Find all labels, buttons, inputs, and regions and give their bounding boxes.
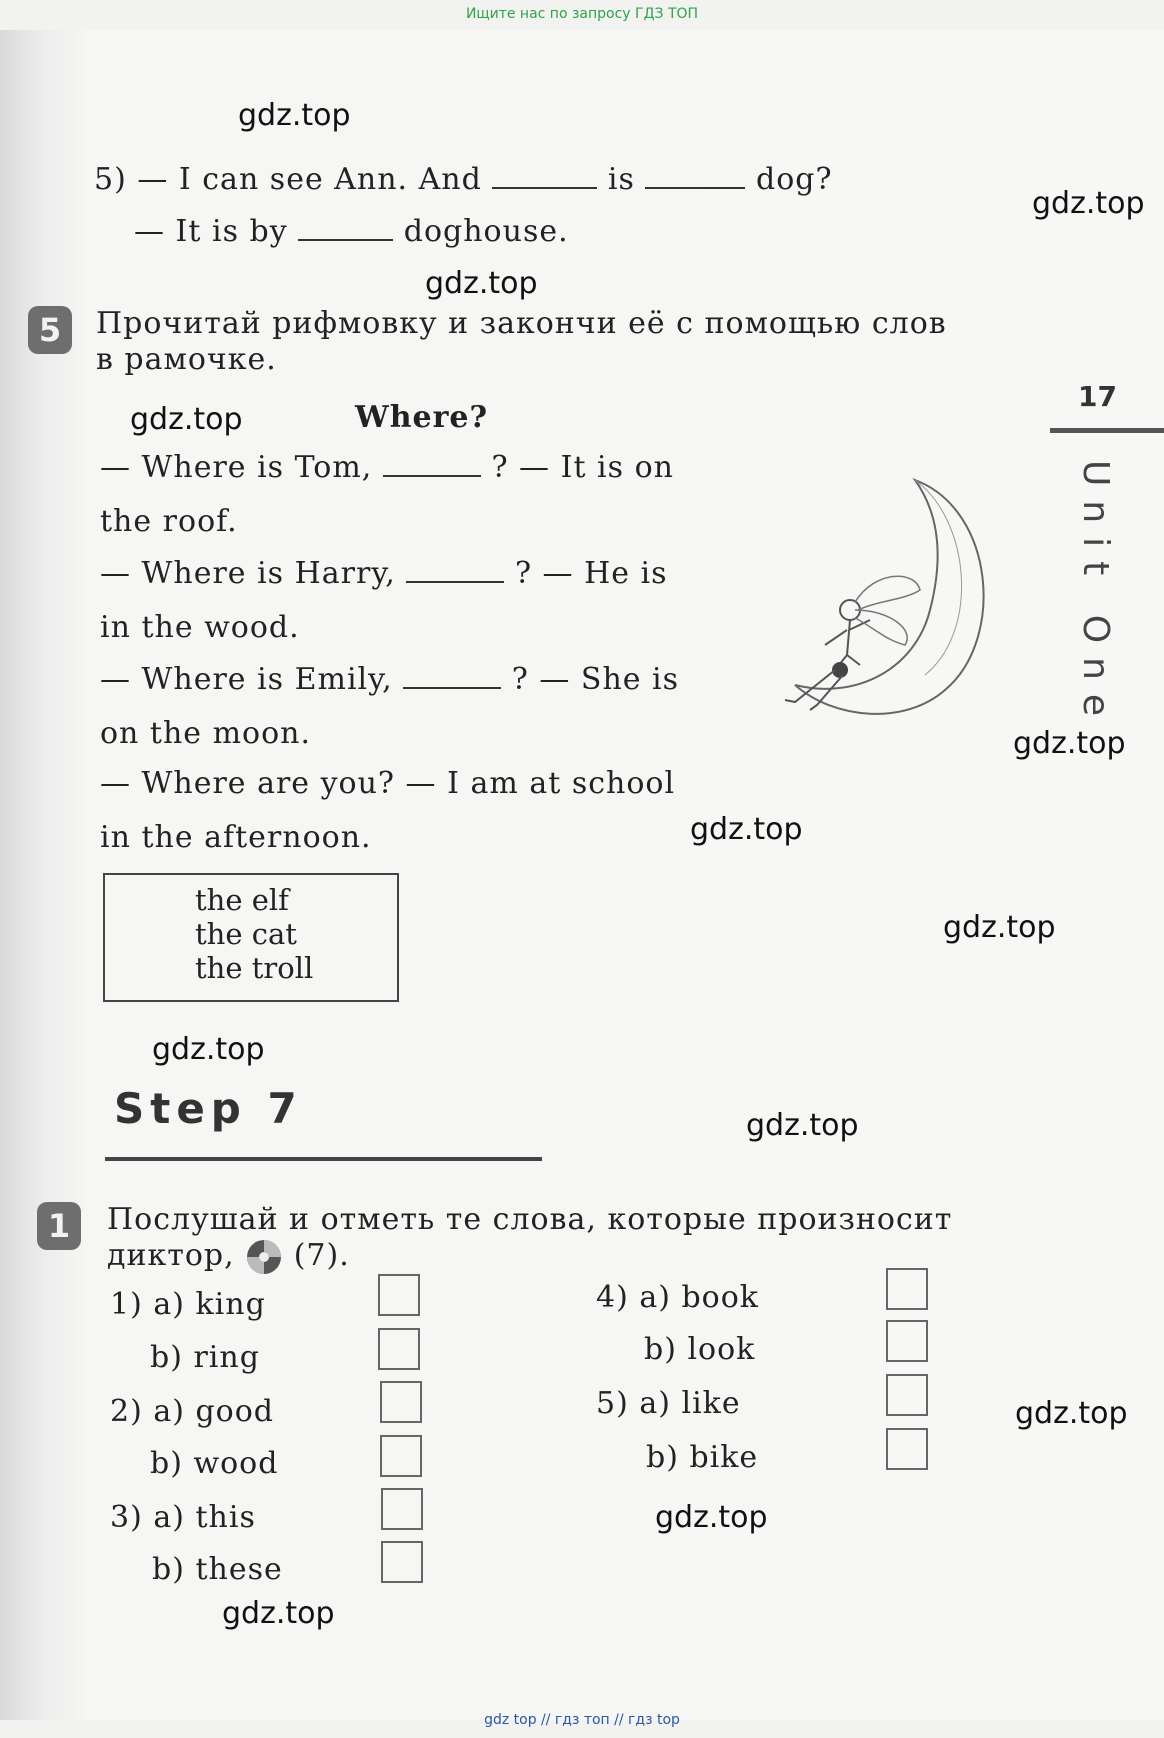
ex1-item-option-b: b) bike — [646, 1440, 759, 1475]
ex4-text-c: dog? — [756, 162, 833, 197]
answer-checkbox[interactable] — [886, 1374, 928, 1416]
ex5-instruction-line2: в рамочке. — [96, 342, 277, 377]
ex1-instruction-line1: Послушай и отметь те слова, которые произносит — [107, 1202, 953, 1237]
poem-line-text: — Where is Emily, — [100, 662, 393, 697]
audio-disc-icon — [245, 1238, 283, 1276]
word-box-item: the cat — [195, 917, 297, 951]
watermark: gdz.top — [690, 812, 803, 847]
ex1-instruction-line2 — [107, 1238, 350, 1276]
exercise-number-badge: 1 — [37, 1202, 81, 1250]
answer-checkbox[interactable] — [886, 1428, 928, 1470]
ex4-text-b: is — [607, 162, 635, 197]
blank — [406, 559, 504, 583]
track-number: (7). — [293, 1238, 350, 1273]
top-banner: Ищите нас по запросу ГДЗ ТОП — [465, 6, 699, 22]
answer-checkbox[interactable] — [378, 1328, 420, 1370]
item-option-a: a) king — [153, 1287, 266, 1322]
word-box — [103, 873, 399, 1002]
bottom-banner: gdz top // гдз топ // гдз top — [484, 1712, 680, 1728]
word-box-item: the troll — [195, 951, 314, 985]
poem-line: on the moon. — [100, 716, 312, 751]
item-number: 3) — [110, 1500, 143, 1535]
watermark: gdz.top — [222, 1596, 335, 1631]
answer-checkbox[interactable] — [381, 1488, 423, 1530]
item-option-a: a) book — [639, 1280, 759, 1315]
unit-label: Unit One — [1075, 460, 1116, 731]
answer-checkbox[interactable] — [381, 1541, 423, 1583]
item-option-a: a) this — [153, 1500, 256, 1535]
poem-line-text: — Where is Harry, — [100, 556, 396, 591]
watermark: gdz.top — [1015, 1396, 1128, 1431]
step-title: Step 7 — [114, 1084, 303, 1133]
ex1-item — [596, 1280, 759, 1315]
blank — [383, 453, 481, 477]
watermark: gdz.top — [130, 402, 243, 437]
elf-on-moon-illustration — [755, 470, 1005, 740]
ex1-item — [110, 1500, 256, 1535]
answer-checkbox[interactable] — [886, 1320, 928, 1362]
poem-line: in the wood. — [100, 610, 300, 645]
watermark: gdz.top — [1013, 726, 1126, 761]
exercise-number-badge: 5 — [28, 306, 72, 354]
poem-line: — Where are you? — I am at school — [100, 766, 676, 801]
poem-title: Where? — [355, 400, 489, 435]
page-number: 17 — [1078, 380, 1117, 413]
answer-checkbox[interactable] — [380, 1435, 422, 1477]
watermark: gdz.top — [238, 98, 351, 133]
ex4-item5-line2 — [134, 214, 569, 249]
answer-checkbox[interactable] — [886, 1268, 928, 1310]
watermark: gdz.top — [152, 1032, 265, 1067]
ex1-item-option-b: b) these — [152, 1552, 283, 1587]
blank — [645, 165, 745, 189]
item-number: 2) — [110, 1394, 143, 1429]
poem-line-text: — Where is Tom, — [100, 450, 373, 485]
ex1-item-option-b: b) look — [644, 1332, 756, 1367]
watermark: gdz.top — [943, 910, 1056, 945]
item-number: 4) — [596, 1280, 629, 1315]
blank — [403, 665, 501, 689]
poem-line — [100, 450, 674, 485]
poem-line-text: ? — He is — [514, 556, 668, 591]
answer-checkbox[interactable] — [380, 1381, 422, 1423]
ex1-item — [596, 1386, 741, 1421]
item-number: 5) — [596, 1386, 629, 1421]
poem-line-text: ? — It is on — [491, 450, 674, 485]
ex4-item5-line1 — [94, 162, 833, 197]
watermark: gdz.top — [655, 1500, 768, 1535]
ex1-instruction-text: диктор, — [107, 1238, 235, 1273]
poem-line — [100, 662, 679, 697]
poem-line: in the afternoon. — [100, 820, 372, 855]
ex1-item — [110, 1394, 274, 1429]
blank — [298, 217, 393, 241]
unit-label-vertical — [1075, 460, 1120, 731]
step-underline — [105, 1157, 542, 1161]
ex4-text-e: doghouse. — [403, 214, 569, 249]
watermark: gdz.top — [1032, 186, 1145, 221]
poem-line — [100, 556, 668, 591]
ex1-item — [110, 1287, 266, 1322]
watermark: gdz.top — [425, 266, 538, 301]
side-rule — [1050, 428, 1164, 433]
poem-line-text: ? — She is — [511, 662, 680, 697]
poem-line: the roof. — [100, 504, 238, 539]
ex5-instruction-line1: Прочитай рифмовку и закончи её с помощью слов — [96, 306, 947, 341]
word-box-item: the elf — [195, 883, 289, 917]
item-option-a: a) good — [153, 1394, 275, 1429]
item-number: 1) — [110, 1287, 143, 1322]
ex4-text-a: 5) — I can see Ann. And — [94, 162, 482, 197]
watermark: gdz.top — [746, 1108, 859, 1143]
ex1-item-option-b: b) ring — [150, 1340, 260, 1375]
blank — [492, 165, 597, 189]
ex1-item-option-b: b) wood — [150, 1446, 279, 1481]
ex4-text-d: — It is by — [134, 214, 288, 249]
item-option-a: a) like — [639, 1386, 741, 1421]
answer-checkbox[interactable] — [378, 1274, 420, 1316]
